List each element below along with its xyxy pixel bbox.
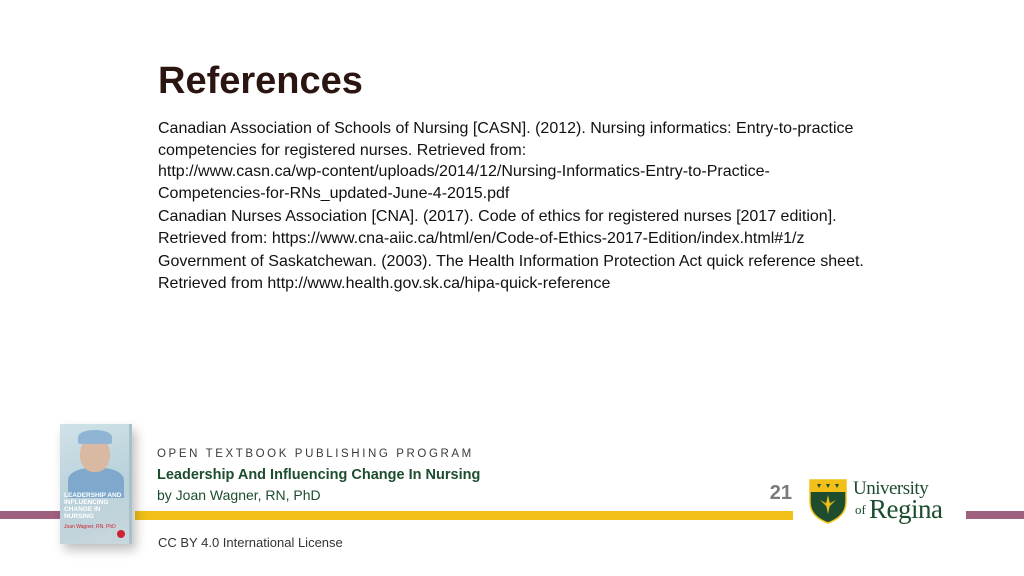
reference-link: Retrieved from http://www.health.gov.sk.ca/hipa-quick-reference — [158, 274, 611, 292]
cover-logo-icon — [117, 530, 125, 538]
page-number: 21 — [769, 482, 792, 504]
cover-author: Joan Wagner, RN, PhD — [64, 524, 116, 530]
reference-line: competencies for registered nurses. Retrieved from: — [158, 141, 527, 159]
footer-gold-bar — [135, 511, 793, 520]
reference-entry — [158, 118, 938, 204]
book-author: by Joan Wagner, RN, PhD — [157, 487, 321, 503]
cover-cap — [78, 430, 112, 444]
university-logo — [853, 478, 953, 524]
program-label: OPEN TEXTBOOK PUBLISHING PROGRAM — [157, 448, 474, 460]
reference-line: Canadian Association of Schools of Nursing [CASN]. (2012). Nursing informatics: Entry-to-practice — [158, 120, 854, 137]
reference-entry — [158, 206, 938, 249]
reference-link: http://www.casn.ca/wp-content/uploads/2014/12/Nursing-Informatics-Entry-to-Practice- — [158, 163, 770, 180]
reference-link: Retrieved from: https://www.cna-aiic.ca/html/en/Code-of-Ethics-2017-Edition/index.html#1/z — [158, 229, 805, 247]
reference-list — [158, 118, 938, 296]
university-wordmark-name: Regina — [869, 494, 943, 524]
university-wordmark-of: of — [855, 502, 866, 517]
reference-line: Canadian Nurses Association [CNA]. (2017). Code of ethics for registered nurses [2017 edition]. — [158, 208, 837, 225]
slide-title: References — [158, 60, 363, 102]
reference-line: Government of Saskatchewan. (2003). The Health Information Protection Act quick reference sheet. — [158, 253, 864, 270]
cover-title: LEADERSHIP AND INFLUENCING CHANGE IN NURSING — [64, 492, 122, 520]
book-cover-image — [60, 424, 132, 544]
university-wordmark-line1: University — [853, 478, 929, 499]
reference-link: Competencies-for-RNs_updated-June-4-2015.pdf — [158, 184, 510, 202]
university-crest-icon — [808, 478, 848, 524]
license-text: CC BY 4.0 International License — [158, 535, 343, 550]
book-title: Leadership And Influencing Change In Nursing — [157, 467, 481, 483]
footer-accent-bar-left — [0, 511, 62, 519]
reference-entry — [158, 251, 938, 294]
footer-accent-bar-right — [966, 511, 1024, 519]
